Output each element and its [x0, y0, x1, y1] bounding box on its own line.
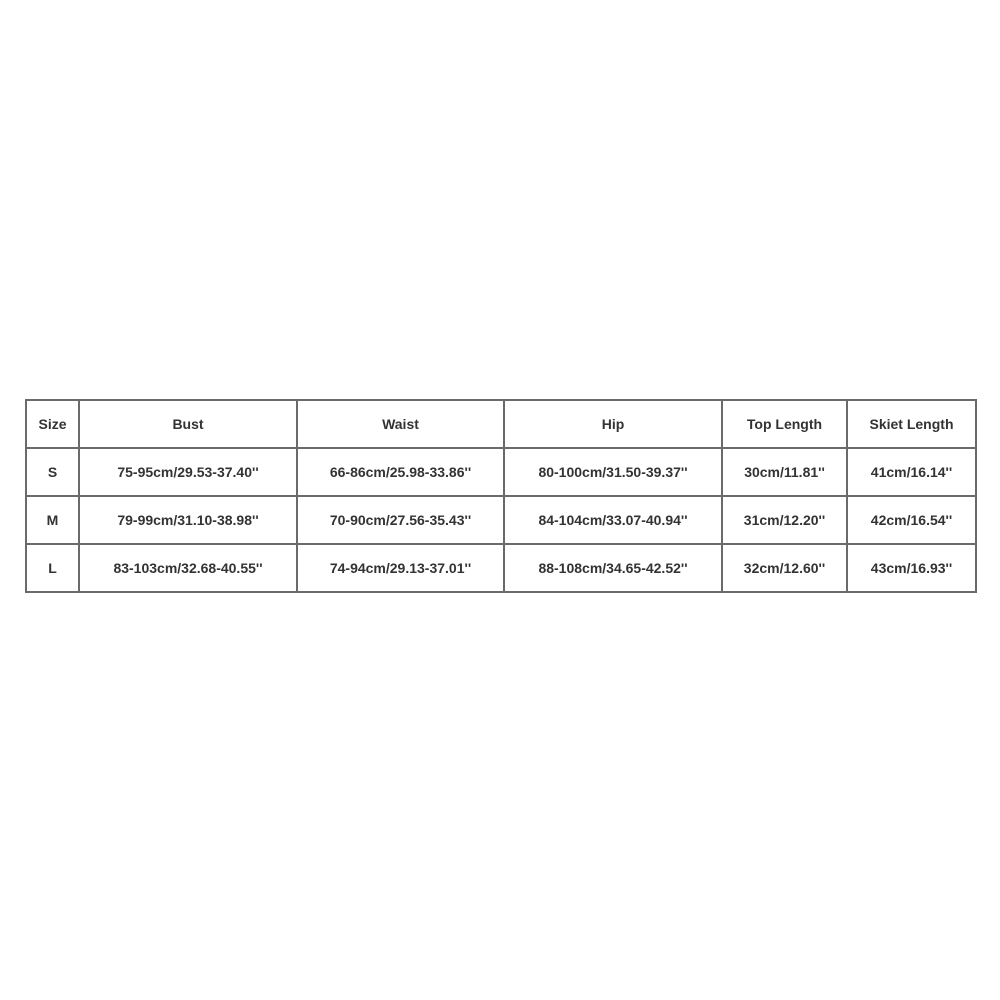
cell-hip: 84-104cm/33.07-40.94'' [504, 496, 722, 544]
cell-top-length: 32cm/12.60'' [722, 544, 847, 592]
cell-skirt-length: 41cm/16.14'' [847, 448, 976, 496]
cell-bust: 83-103cm/32.68-40.55'' [79, 544, 297, 592]
cell-bust: 75-95cm/29.53-37.40'' [79, 448, 297, 496]
header-top-length: Top Length [722, 400, 847, 448]
cell-skirt-length: 42cm/16.54'' [847, 496, 976, 544]
header-row [26, 400, 976, 448]
table-row [26, 448, 976, 496]
cell-hip: 80-100cm/31.50-39.37'' [504, 448, 722, 496]
cell-skirt-length: 43cm/16.93'' [847, 544, 976, 592]
header-skirt-length: Skiet Length [847, 400, 976, 448]
cell-waist: 66-86cm/25.98-33.86'' [297, 448, 504, 496]
size-chart-table [25, 399, 977, 593]
header-hip: Hip [504, 400, 722, 448]
cell-size: M [26, 496, 79, 544]
table-row [26, 496, 976, 544]
cell-size: L [26, 544, 79, 592]
cell-top-length: 30cm/11.81'' [722, 448, 847, 496]
cell-size: S [26, 448, 79, 496]
cell-hip: 88-108cm/34.65-42.52'' [504, 544, 722, 592]
table-row [26, 544, 976, 592]
cell-bust: 79-99cm/31.10-38.98'' [79, 496, 297, 544]
cell-waist: 70-90cm/27.56-35.43'' [297, 496, 504, 544]
cell-waist: 74-94cm/29.13-37.01'' [297, 544, 504, 592]
header-size: Size [26, 400, 79, 448]
header-bust: Bust [79, 400, 297, 448]
cell-top-length: 31cm/12.20'' [722, 496, 847, 544]
header-waist: Waist [297, 400, 504, 448]
